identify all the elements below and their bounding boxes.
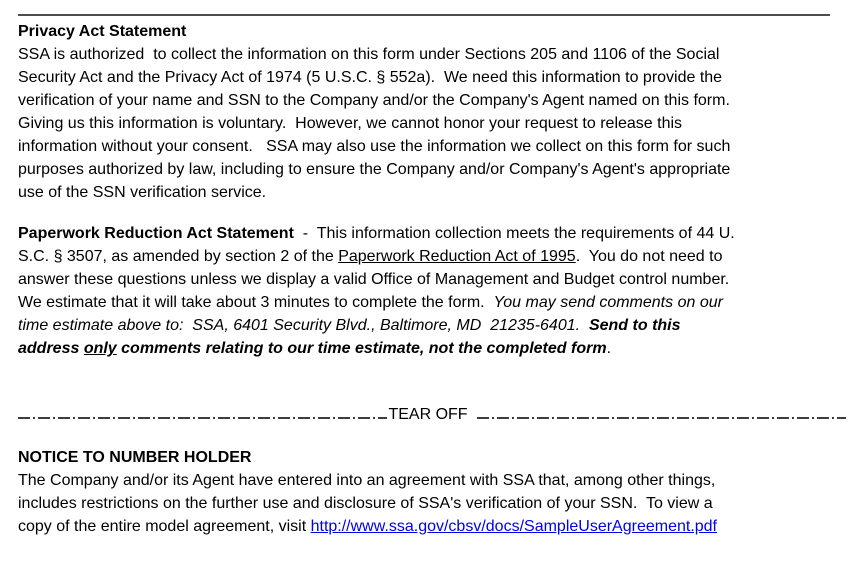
text-segment: verification of your name and SSN to the Company and/or the Company's Agent named on this form. — [18, 92, 730, 109]
text-line — [18, 222, 848, 245]
tear-off-dashes-right — [477, 417, 846, 419]
text-line — [18, 337, 848, 360]
text-segment: We estimate that it will take about 3 minutes to complete the form. — [18, 294, 494, 311]
text-segment: SSA is authorized to collect the information on this form under Sections 205 and 1106 of the Social — [18, 46, 720, 63]
text-segment: . You do not need to — [575, 248, 723, 265]
text-segment: purposes authorized by law, including to ensure the Company and/or Company's Agent's appropriate — [18, 161, 731, 178]
text-segment: Security Act and the Privacy Act of 1974 (5 U.S.C. § 552a). We need this information to provide the — [18, 69, 723, 86]
text-line — [18, 43, 848, 66]
text-line — [18, 469, 848, 492]
text-line — [18, 158, 848, 181]
text-line — [18, 112, 848, 135]
text-segment: answer these questions unless we display a valid Office of Management and Budget control number. — [18, 271, 730, 288]
text-line — [18, 135, 848, 158]
notice-to-number-holder-heading: NOTICE TO NUMBER HOLDER — [18, 449, 252, 466]
text-segment — [580, 317, 589, 334]
text-line — [18, 66, 848, 89]
privacy-act-body — [18, 43, 848, 204]
text-line — [18, 291, 848, 314]
text-line — [18, 515, 848, 538]
top-rule — [18, 14, 830, 16]
text-segment: time estimate above to: SSA, 6401 Security Blvd., Baltimore, MD 21235-6401. — [18, 317, 581, 334]
text-segment: You may send comments on our — [493, 294, 723, 311]
text-segment: use of the SSN verification service. — [18, 184, 267, 201]
text-segment: information without your consent. SSA may also use the information we collect on this form for such — [18, 138, 731, 155]
notice-body — [18, 469, 848, 538]
text-segment: Giving us this information is voluntary. However, we cannot honor your request to release this — [18, 115, 683, 132]
paperwork-reduction-body — [18, 222, 848, 360]
text-segment: . — [606, 340, 612, 357]
text-line — [18, 89, 848, 112]
text-line — [18, 492, 848, 515]
text-segment: Send to this — [588, 317, 681, 334]
privacy-act-heading: Privacy Act Statement — [18, 23, 187, 40]
text-segment: Paperwork Reduction Act of 1995 — [338, 248, 576, 265]
text-segment: copy of the entire model agreement, visit — [18, 518, 311, 535]
text-segment: This information collection meets the requirements of 44 U. — [316, 225, 735, 242]
text-segment: - — [293, 225, 317, 242]
text-segment: only — [83, 340, 117, 357]
text-line — [18, 181, 848, 204]
text-line — [18, 245, 848, 268]
text-line — [18, 314, 848, 337]
tear-off-separator — [18, 403, 846, 426]
text-line — [18, 268, 848, 291]
text-segment: Paperwork Reduction Act Statement — [18, 225, 294, 242]
text-segment: The Company and/or its Agent have entered into an agreement with SSA that, among other things, — [18, 472, 716, 489]
text-segment: comments relating to our time estimate, not the completed form — [116, 340, 607, 357]
tear-off-dashes-left — [18, 417, 387, 419]
text-segment: includes restrictions on the further use and disclosure of SSA's verification of your SSN. To view a — [18, 495, 713, 512]
tear-off-label: TEAR OFF — [388, 406, 468, 423]
text-segment: address — [18, 340, 84, 357]
text-segment: S.C. § 3507, as amended by section 2 of the — [18, 248, 339, 265]
agreement-link[interactable]: http://www.ssa.gov/cbsv/docs/SampleUserAgreement.pdf — [310, 518, 717, 535]
